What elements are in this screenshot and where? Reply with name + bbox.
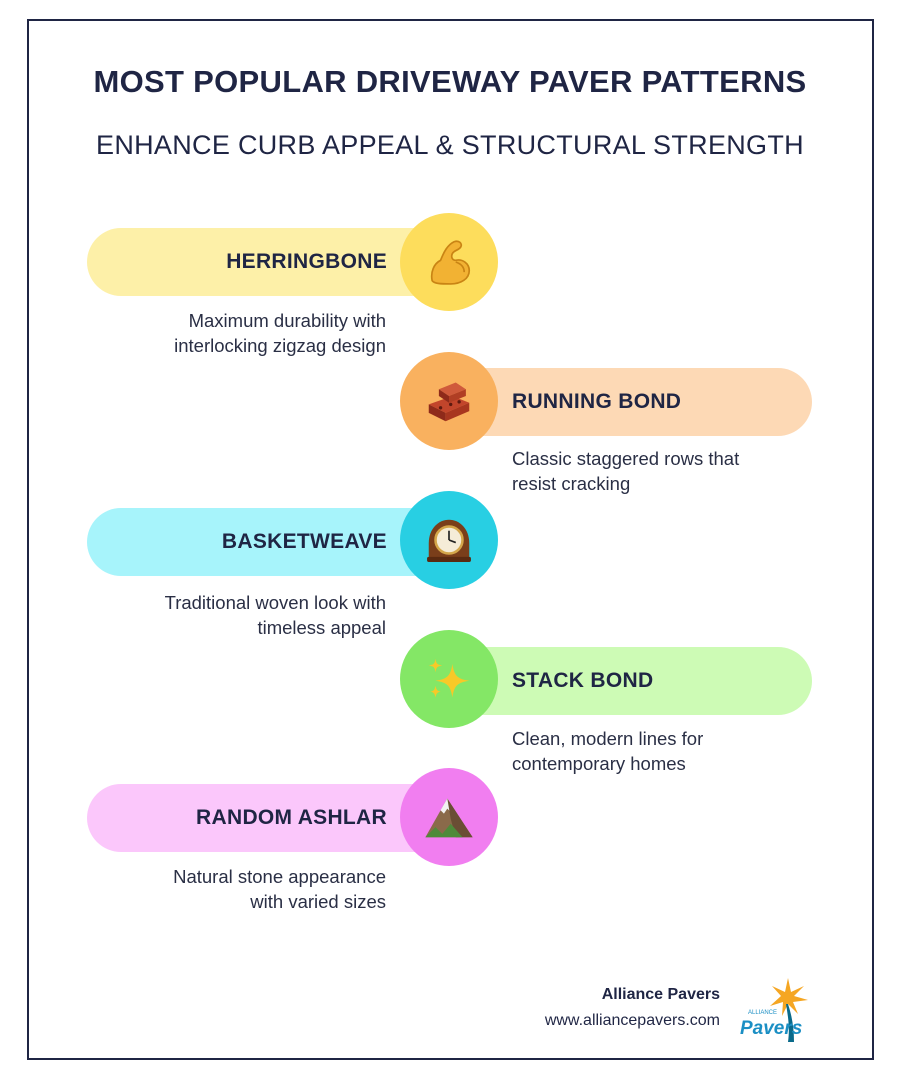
page-title: MOST POPULAR DRIVEWAY PAVER PATTERNS [93, 64, 807, 99]
desc-line: Maximum durability with [188, 310, 386, 331]
pattern-desc-basketweave [106, 590, 386, 640]
pattern-name: HERRINGBONE [226, 250, 387, 273]
pattern-circle-herringbone [400, 213, 498, 311]
desc-line: timeless appeal [257, 617, 386, 638]
desc-line: Traditional woven look with [164, 592, 386, 613]
logo-small-text: ALLIANCE [748, 1010, 778, 1016]
desc-line: Clean, modern lines for [512, 728, 704, 749]
desc-line: interlocking zigzag design [174, 335, 386, 356]
mantelpiece-clock-icon [422, 513, 476, 567]
pattern-circle-random-ashlar [400, 768, 498, 866]
pattern-desc-stack-bond [512, 726, 802, 776]
desc-line: contemporary homes [512, 753, 686, 774]
pattern-name: RUNNING BOND [512, 390, 682, 413]
pattern-name: STACK BOND [512, 669, 654, 692]
desc-line: Natural stone appearance [173, 866, 386, 887]
pattern-circle-stack-bond [400, 630, 498, 728]
desc-line: Classic staggered rows that [512, 448, 740, 469]
pattern-desc-running-bond [512, 446, 802, 496]
pattern-name: RANDOM ASHLAR [196, 806, 387, 829]
logo-text: Pavers [740, 1018, 803, 1039]
pattern-name: BASKETWEAVE [221, 530, 387, 553]
pattern-circle-running-bond [400, 352, 498, 450]
pattern-pill-running-bond [450, 368, 812, 436]
page-subtitle: ENHANCE CURB APPEAL & STRUCTURAL STRENGTH [96, 130, 804, 160]
pattern-pill-stack-bond [450, 647, 812, 715]
desc-line: with varied sizes [250, 891, 386, 912]
sparkles-icon [422, 652, 476, 706]
mountain-icon [422, 790, 476, 844]
bricks-icon [422, 374, 476, 428]
flexed-biceps-icon [422, 235, 476, 289]
pattern-desc-random-ashlar [106, 864, 386, 914]
company-url[interactable]: www.alliancepavers.com [544, 1012, 720, 1029]
pattern-desc-herringbone [106, 308, 386, 358]
pattern-circle-basketweave [400, 491, 498, 589]
company-name: Alliance Pavers [601, 986, 720, 1003]
alliance-pavers-logo [738, 976, 810, 1044]
desc-line: resist cracking [512, 473, 631, 494]
